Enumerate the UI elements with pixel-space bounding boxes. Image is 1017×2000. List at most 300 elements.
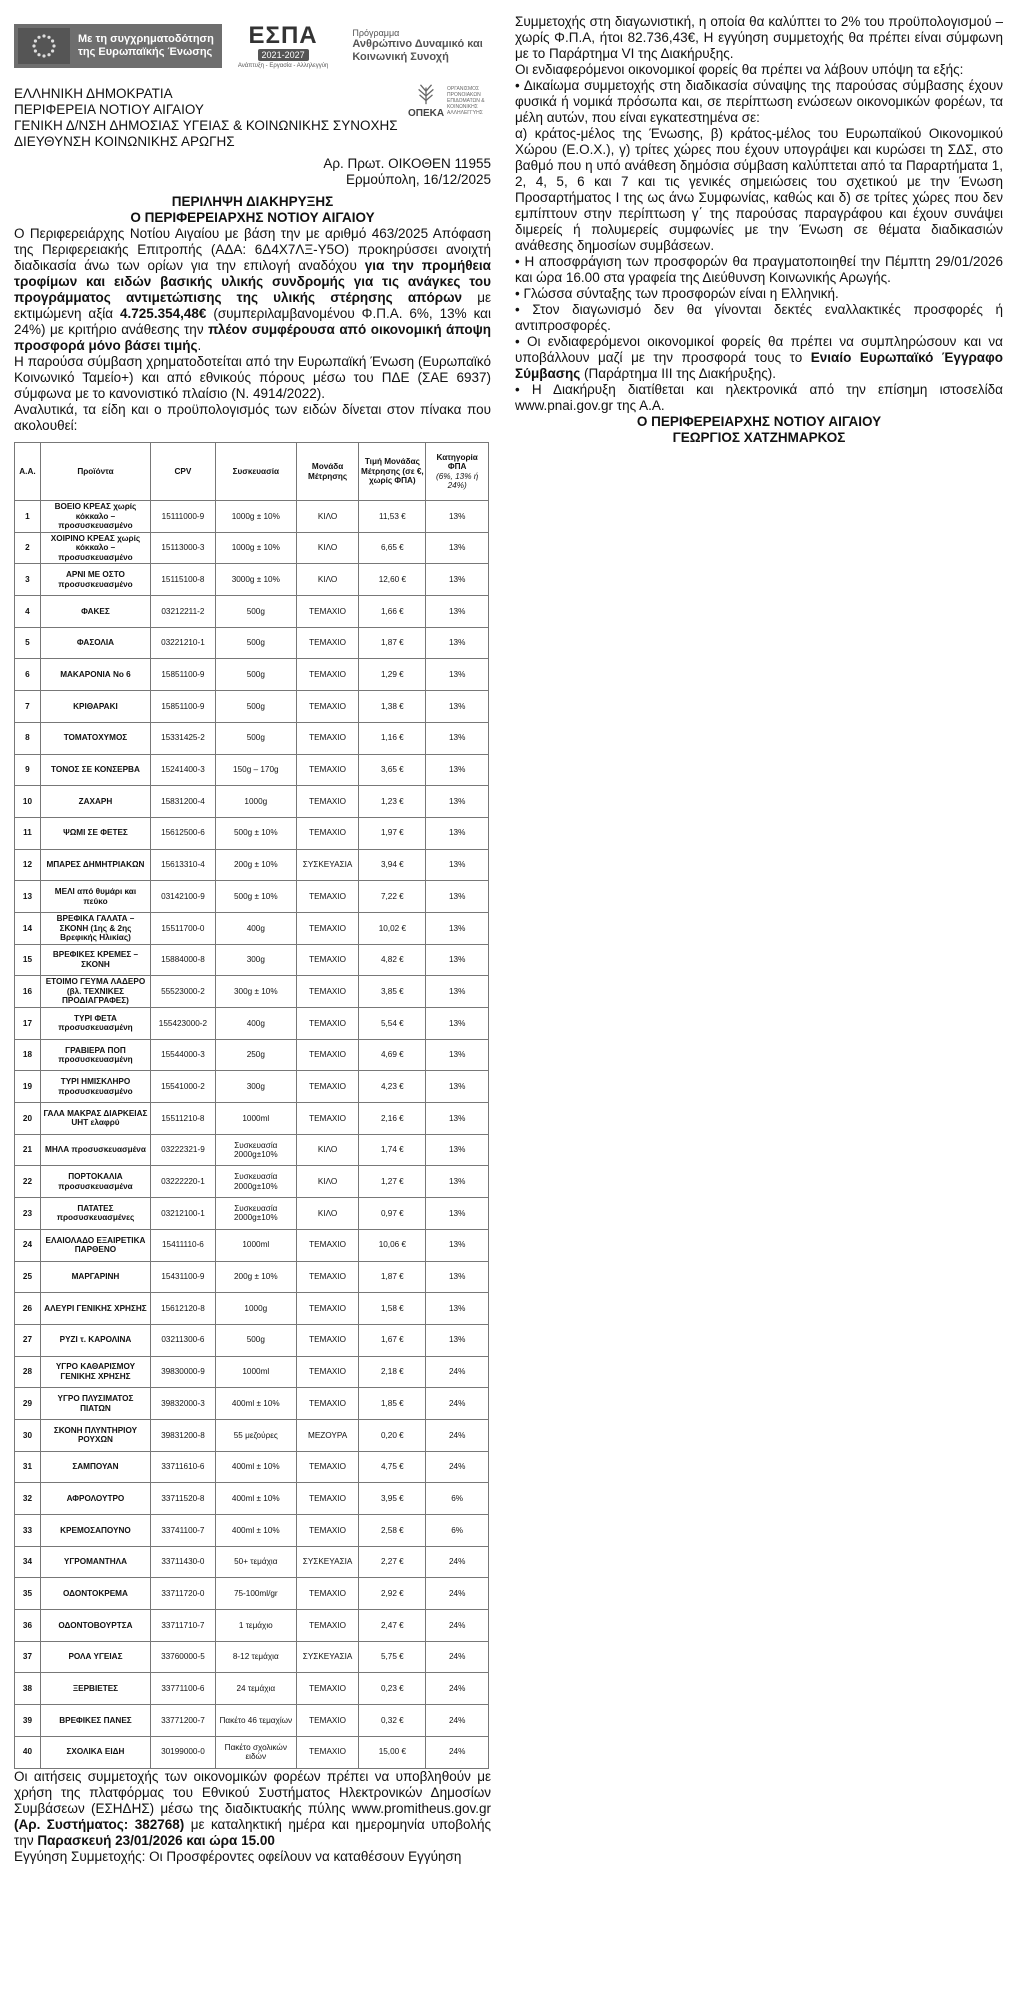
unit: ΤΕΜΑΧΙΟ xyxy=(296,1103,359,1135)
header-cell: Α.Α. xyxy=(15,443,41,501)
unit-price: 15,00 € xyxy=(359,1736,426,1768)
table-row xyxy=(15,1483,489,1515)
packaging: 300g xyxy=(215,1071,296,1103)
packaging: 500g xyxy=(215,596,296,628)
row-number: 11 xyxy=(15,817,41,849)
table-row xyxy=(15,1388,489,1420)
packaging: Πακέτο 46 τεμαχίων xyxy=(215,1705,296,1737)
packaging: 400ml ± 10% xyxy=(215,1451,296,1483)
product-name: ΧΟΙΡΙΝΟ ΚΡΕΑΣ χωρίς κόκκαλο – προσυσκευασμένο xyxy=(40,532,150,564)
product-name: ΠΑΤΑΤΕΣ προσυσκευασμένες xyxy=(40,1198,150,1230)
program-label: Πρόγραμμα xyxy=(352,28,400,38)
unit-price: 1,23 € xyxy=(359,786,426,818)
program-name-line: Ανθρώπινο Δυναμικό και xyxy=(352,38,483,50)
row-number: 33 xyxy=(15,1515,41,1547)
unit: ΚΙΛΟ xyxy=(296,501,359,533)
packaging: Συσκευασία 2000g±10% xyxy=(215,1134,296,1166)
left-column xyxy=(14,14,491,1865)
header-cell: CPV xyxy=(151,443,216,501)
deadline: Παρασκευή 23/01/2026 και ώρα 15.00 xyxy=(37,1832,275,1848)
table-row xyxy=(15,1071,489,1103)
unit-price: 1,29 € xyxy=(359,659,426,691)
vat-rate: 13% xyxy=(426,722,489,754)
cpv-code: 33771100-6 xyxy=(151,1673,216,1705)
cpv-code: 33711710-7 xyxy=(151,1610,216,1642)
products-table xyxy=(14,442,489,1769)
unit: ΤΕΜΑΧΙΟ xyxy=(296,1610,359,1642)
text-run: με εκτιμώμενη αξία xyxy=(14,290,491,321)
cpv-code: 39832000-3 xyxy=(151,1388,216,1420)
product-name: ΜΑΡΓΑΡΙΝΗ xyxy=(40,1261,150,1293)
row-number: 14 xyxy=(15,912,41,944)
text-run: (Παράρτημα III της Διακήρυξης). xyxy=(580,366,777,381)
product-name: ΞΕΡΒΙΕΤΕΣ xyxy=(40,1673,150,1705)
submission-info xyxy=(14,1769,491,1865)
product-name: ΒΟΕΙΟ ΚΡΕΑΣ χωρίς κόκκαλο – προσυσκευασμένο xyxy=(40,501,150,533)
table-row xyxy=(15,1356,489,1388)
product-name: ΑΦΡΟΛΟΥΤΡΟ xyxy=(40,1483,150,1515)
table-row xyxy=(15,1324,489,1356)
table-row xyxy=(15,912,489,944)
product-name: ΦΑΚΕΣ xyxy=(40,596,150,628)
packaging: 400ml ± 10% xyxy=(215,1515,296,1547)
intro-paragraph xyxy=(14,226,491,354)
unit-price: 4,23 € xyxy=(359,1071,426,1103)
opeka-emblem-icon xyxy=(411,82,441,106)
table-row xyxy=(15,1293,489,1325)
packaging: 1 τεμάχιο xyxy=(215,1610,296,1642)
unit-price: 1,16 € xyxy=(359,722,426,754)
vat-rate: 24% xyxy=(426,1673,489,1705)
header-cell-vat xyxy=(426,443,489,501)
cpv-code: 15241400-3 xyxy=(151,754,216,786)
table-row xyxy=(15,1546,489,1578)
table-row xyxy=(15,1134,489,1166)
vat-rate: 13% xyxy=(426,691,489,723)
unit: ΚΙΛΟ xyxy=(296,564,359,596)
product-name: ΤΟΝΟΣ ΣΕ ΚΟΝΣΕΡΒΑ xyxy=(40,754,150,786)
vat-rate: 13% xyxy=(426,1008,489,1040)
row-number: 32 xyxy=(15,1483,41,1515)
row-number: 17 xyxy=(15,1008,41,1040)
unit: ΤΕΜΑΧΙΟ xyxy=(296,976,359,1008)
row-number: 26 xyxy=(15,1293,41,1325)
packaging: 500g xyxy=(215,627,296,659)
vat-rate: 24% xyxy=(426,1736,489,1768)
table-row xyxy=(15,564,489,596)
opeka-name: ΟΠΕΚΑ xyxy=(407,108,445,119)
vat-rate: 13% xyxy=(426,1261,489,1293)
unit-price: 3,94 € xyxy=(359,849,426,881)
vat-rate: 13% xyxy=(426,532,489,564)
vat-rate: 13% xyxy=(426,976,489,1008)
table-row xyxy=(15,1229,489,1261)
packaging: 8-12 τεμάχια xyxy=(215,1641,296,1673)
table-row xyxy=(15,1103,489,1135)
packaging: Συσκευασία 2000g±10% xyxy=(215,1198,296,1230)
product-name: ΓΡΑΒΙΕΡΑ ΠΟΠ προσυσκευασμένη xyxy=(40,1039,150,1071)
row-number: 37 xyxy=(15,1641,41,1673)
row-number: 35 xyxy=(15,1578,41,1610)
unit: ΜΕΖΟΥΡΑ xyxy=(296,1419,359,1451)
table-row xyxy=(15,501,489,533)
system-number: (Αρ. Συστήματος: 382768) xyxy=(14,1816,185,1832)
espd-bullet xyxy=(515,334,1003,382)
vat-rate: 13% xyxy=(426,501,489,533)
row-number: 40 xyxy=(15,1736,41,1768)
table-row xyxy=(15,944,489,976)
row-number: 28 xyxy=(15,1356,41,1388)
unit-price: 11,53 € xyxy=(359,501,426,533)
product-name: ΠΟΡΤΟΚΑΛΙΑ προσυσκευασμένα xyxy=(40,1166,150,1198)
cpv-code: 15511210-8 xyxy=(151,1103,216,1135)
award-criterion: πλέον συμφέρουσα από οικονομική άποψη προσφορά μόνο βάσει τιμής xyxy=(14,322,491,353)
table-row xyxy=(15,1641,489,1673)
table-row xyxy=(15,1705,489,1737)
table-row xyxy=(15,1166,489,1198)
cpv-code: 15541000-2 xyxy=(151,1071,216,1103)
vat-rate: 24% xyxy=(426,1705,489,1737)
packaging: 400g xyxy=(215,1008,296,1040)
row-number: 29 xyxy=(15,1388,41,1420)
packaging: 500g xyxy=(215,722,296,754)
text-run: Οι αιτήσεις συμμετοχής των οικονομικών φορέων πρέπει να υποβληθούν με χρήση της πλατφόρμας του Εθνικού Συστήματος Ηλεκτρονικών Δημοσίων Συμβάσεων (ΕΣΗΔΗΣ) μέσω της διαδικτυακής πύλης www.promitheus.gov.gr xyxy=(14,1768,491,1816)
unit-price: 2,18 € xyxy=(359,1356,426,1388)
vat-rate: 13% xyxy=(426,1324,489,1356)
unit-price: 2,47 € xyxy=(359,1610,426,1642)
unit-price: 0,32 € xyxy=(359,1705,426,1737)
program-name-line: Κοινωνική Συνοχή xyxy=(352,51,449,63)
cpv-code: 15851100-9 xyxy=(151,691,216,723)
packaging: 1000ml xyxy=(215,1356,296,1388)
packaging: 55 μεζούρες xyxy=(215,1419,296,1451)
vat-rate: 13% xyxy=(426,881,489,913)
product-name: ΕΛΑΙΟΛΑΔΟ ΕΞΑΙΡΕΤΙΚΑ ΠΑΡΘΕΝΟ xyxy=(40,1229,150,1261)
unit: ΤΕΜΑΧΙΟ xyxy=(296,1039,359,1071)
row-number: 38 xyxy=(15,1673,41,1705)
unit: ΤΕΜΑΧΙΟ xyxy=(296,912,359,944)
program-logo xyxy=(352,28,482,64)
vat-rate: 24% xyxy=(426,1451,489,1483)
vat-rate: 13% xyxy=(426,817,489,849)
cpv-code: 33711430-0 xyxy=(151,1546,216,1578)
unit-price: 1,85 € xyxy=(359,1388,426,1420)
unit: ΤΕΜΑΧΙΟ xyxy=(296,786,359,818)
eu-text-line: Με τη συγχρηματοδότηση xyxy=(78,33,214,45)
packaging: 1000ml xyxy=(215,1229,296,1261)
row-number: 5 xyxy=(15,627,41,659)
cpv-code: 03221210-1 xyxy=(151,627,216,659)
header-cell: Μονάδα Μέτρησης xyxy=(296,443,359,501)
espa-years: 2021-2027 xyxy=(258,49,309,61)
cpv-code: 03212211-2 xyxy=(151,596,216,628)
guarantee-continued: Συμμετοχής στη διαγωνιστική, η οποία θα καλύπτει το 2% του προϋπολογισμού – χωρίς Φ.Π.Α, ήτοι 82.736,43€, Η εγγύηση συμμετοχής θα πρέπει είναι σύμφωνη με το Παράρτημα VI της Διακήρυξης. xyxy=(515,14,1003,61)
cpv-code: 33771200-7 xyxy=(151,1705,216,1737)
vat-rate: 13% xyxy=(426,944,489,976)
cpv-code: 33711610-6 xyxy=(151,1451,216,1483)
product-name: ΜΕΛΙ από θυμάρι και πεύκο xyxy=(40,881,150,913)
row-number: 34 xyxy=(15,1546,41,1578)
packaging: 400ml ± 10% xyxy=(215,1483,296,1515)
table-body xyxy=(15,501,489,1769)
row-number: 6 xyxy=(15,659,41,691)
header-cell: Συσκευασία xyxy=(215,443,296,501)
cpv-code: 15331425-2 xyxy=(151,722,216,754)
vat-rate: 13% xyxy=(426,627,489,659)
unit-price: 7,22 € xyxy=(359,881,426,913)
product-name: ΣΧΟΛΙΚΑ ΕΙΔΗ xyxy=(40,1736,150,1768)
funding-paragraph: Η παρούσα σύμβαση χρηματοδοτείται από την Ευρωπαϊκή Ένωση (Ευρωπαϊκό Κοινωνικό Ταμείο+) και από εθνικούς πόρους μέσω του ΠΔΕ (ΣΑΕ 6937) σύμφωνα με το κανονιστικό πλαίσιο (Ν. 4914/2022). xyxy=(14,354,491,401)
vat-rate: 6% xyxy=(426,1483,489,1515)
table-row xyxy=(15,1198,489,1230)
unit: ΣΥΣΚΕΥΑΣΙΑ xyxy=(296,1546,359,1578)
unit: ΤΕΜΑΧΙΟ xyxy=(296,944,359,976)
estimated-value: 4.725.354,48€ xyxy=(120,306,207,321)
signatory-title: Ο ΠΕΡΙΦΕΡΕΙΑΡΧΗΣ ΝΟΤΙΟΥ ΑΙΓΑΙΟΥ xyxy=(636,414,882,429)
text-run: Ο Περιφερειάρχης Νοτίου Αιγαίου με βάση την με αριθμό 463/2025 Απόφαση της Περιφερειακής Επιτροπής (ΑΔΑ: 6Δ4Χ7ΛΞ-Υ5Ο) προκηρύσσει ανοιχτή διαδικασία άνω των ορίων για την επιλογή αναδόχου xyxy=(14,226,491,273)
product-name: ΚΡΕΜΟΣΑΠΟΥΝΟ xyxy=(40,1515,150,1547)
cpv-code: 39831200-8 xyxy=(151,1419,216,1451)
eu-flag-icon xyxy=(18,28,70,64)
unit: ΤΕΜΑΧΙΟ xyxy=(296,1229,359,1261)
header-cell: Προϊόντα xyxy=(40,443,150,501)
table-row xyxy=(15,1451,489,1483)
vat-rate: 13% xyxy=(426,1134,489,1166)
unit-price: 1,66 € xyxy=(359,596,426,628)
unit: ΚΙΛΟ xyxy=(296,532,359,564)
row-number: 21 xyxy=(15,1134,41,1166)
logo-bar xyxy=(14,14,491,78)
product-name: ΜΑΚΑΡΟΝΙΑ Νο 6 xyxy=(40,659,150,691)
row-number: 1 xyxy=(15,501,41,533)
cpv-code: 33711520-8 xyxy=(151,1483,216,1515)
cpv-code: 15511700-0 xyxy=(151,912,216,944)
cpv-code: 03142100-9 xyxy=(151,881,216,913)
table-row xyxy=(15,1261,489,1293)
product-name: ΟΔΟΝΤΟΚΡΕΜΑ xyxy=(40,1578,150,1610)
vat-rate: 24% xyxy=(426,1610,489,1642)
eligibility-detail: α) κράτος-μέλος της Ένωσης, β) κράτος-μέλος του Ευρωπαϊκού Οικονομικού Χώρου (Ε.Ο.Χ.), γ) τρίτες χώρες που έχουν υπογράψει και κυρώσει τη ΣΔΣ, στο βαθμό που η υπό ανάθεση δημόσια σύμβαση καλύπτεται από τα Παραρτήματα 1, 2, 4, 5, 6 και 7 και τις γενικές σημειώσεις του σχετικού με την Ένωση Προσαρτήματος I της ως άνω Συμφωνίας, καθώς και δ) σε τρίτες χώρες που δεν εμπίπτουν στην περίπτωση γ΄ της παρούσας παραγράφου και έχουν συνάψει διμερείς ή πολυμερείς συμφωνίες με την Ένωση σε θέματα διαδικασιών ανάθεσης δημοσίων συμβάσεων. xyxy=(515,126,1003,253)
product-name: ΥΓΡΟ ΠΛΥΣΙΜΑΤΟΣ ΠΙΑΤΩΝ xyxy=(40,1388,150,1420)
language-bullet: • Γλώσσα σύνταξης των προσφορών είναι η Ελληνική. xyxy=(515,286,839,301)
header-text: Κατηγορία ΦΠΑ xyxy=(436,452,478,471)
unit-price: 2,16 € xyxy=(359,1103,426,1135)
product-name: ΕΤΟΙΜΟ ΓΕΥΜΑ ΛΑΔΕΡΟ (βλ. ΤΕΧΝΙΚΕΣ ΠΡΟΔΙΑΓΡΑΦΕΣ) xyxy=(40,976,150,1008)
row-number: 12 xyxy=(15,849,41,881)
unit: ΤΕΜΑΧΙΟ xyxy=(296,596,359,628)
cpv-code: 155423000-2 xyxy=(151,1008,216,1040)
unit: ΤΕΜΑΧΙΟ xyxy=(296,722,359,754)
packaging: 1000ml xyxy=(215,1103,296,1135)
table-row xyxy=(15,627,489,659)
text-run: με καταληκτική ημέρα και ημερομηνία υποβολής την xyxy=(14,1816,491,1848)
product-name: ΤΟΜΑΤΟΧΥΜΟΣ xyxy=(40,722,150,754)
unit: ΤΕΜΑΧΙΟ xyxy=(296,1705,359,1737)
cpv-code: 15115100-8 xyxy=(151,564,216,596)
product-name: ΣΑΜΠΟΥΑΝ xyxy=(40,1451,150,1483)
cpv-code: 03212100-1 xyxy=(151,1198,216,1230)
vat-rate: 24% xyxy=(426,1546,489,1578)
unit-price: 6,65 € xyxy=(359,532,426,564)
packaging: 500g ± 10% xyxy=(215,817,296,849)
unit-price: 2,92 € xyxy=(359,1578,426,1610)
packaging: 400ml ± 10% xyxy=(215,1388,296,1420)
website-bullet: • Η Διακήρυξη διατίθεται και ηλεκτρονικά από την επίσημη ιστοσελίδα www.pnai.gov.gr της Α.Α. xyxy=(515,382,1003,413)
unit: ΤΕΜΑΧΙΟ xyxy=(296,1388,359,1420)
cpv-code: 15613310-4 xyxy=(151,849,216,881)
issuing-authority xyxy=(14,86,491,150)
unit: ΤΕΜΑΧΙΟ xyxy=(296,881,359,913)
cpv-code: 03222220-1 xyxy=(151,1166,216,1198)
vat-rate: 13% xyxy=(426,912,489,944)
packaging: 1000g ± 10% xyxy=(215,501,296,533)
cpv-code: 15113000-3 xyxy=(151,532,216,564)
row-number: 4 xyxy=(15,596,41,628)
unit-price: 3,65 € xyxy=(359,754,426,786)
protocol-number: Αρ. Πρωτ. ΟΙΚΟΘΕΝ 11955 xyxy=(323,156,491,171)
product-name: ΚΡΙΘΑΡΑΚΙ xyxy=(40,691,150,723)
unit-price: 0,20 € xyxy=(359,1419,426,1451)
signatory-name: ΓΕΩΡΓΙΟΣ ΧΑΤΖΗΜΑΡΚΟΣ xyxy=(672,430,846,445)
product-name: ΥΓΡΟΜΑΝΤΗΛΑ xyxy=(40,1546,150,1578)
unit: ΚΙΛΟ xyxy=(296,1134,359,1166)
table-row xyxy=(15,976,489,1008)
packaging: 400g xyxy=(215,912,296,944)
espa-wordmark: ΕΣΠΑ xyxy=(248,21,318,49)
packaging: 3000g ± 10% xyxy=(215,564,296,596)
row-number: 2 xyxy=(15,532,41,564)
cpv-code: 15111000-9 xyxy=(151,501,216,533)
opeka-description: ΟΡΓΑΝΙΣΜΟΣ ΠΡΟΝΟΙΑΚΩΝ ΕΠΙΔΟΜΑΤΩΝ & ΚΟΙΝΩΝΙΚΗΣ ΑΛΛΗΛΕΓΓΥΗΣ xyxy=(447,86,485,116)
authority-line: ΔΙΕΥΘΥΝΣΗ ΚΟΙΝΩΝΙΚΗΣ ΑΡΩΓΗΣ xyxy=(14,134,235,149)
table-row xyxy=(15,722,489,754)
text-run: (συμπεριλαμβανομένου Φ.Π.Α. 6%, 13% και 24%) με κριτήριο ανάθεσης την xyxy=(14,306,491,337)
table-row xyxy=(15,532,489,564)
vat-rate: 13% xyxy=(426,786,489,818)
product-name: ΟΔΟΝΤΟΒΟΥΡΤΣΑ xyxy=(40,1610,150,1642)
row-number: 27 xyxy=(15,1324,41,1356)
row-number: 15 xyxy=(15,944,41,976)
cpv-code: 33760000-5 xyxy=(151,1641,216,1673)
row-number: 19 xyxy=(15,1071,41,1103)
unit: ΤΕΜΑΧΙΟ xyxy=(296,1673,359,1705)
unit: ΣΥΣΚΕΥΑΣΙΑ xyxy=(296,1641,359,1673)
unit-price: 12,60 € xyxy=(359,564,426,596)
unit: ΤΕΜΑΧΙΟ xyxy=(296,1451,359,1483)
row-number: 23 xyxy=(15,1198,41,1230)
cpv-code: 39830000-9 xyxy=(151,1356,216,1388)
packaging: 300g xyxy=(215,944,296,976)
product-name: ΨΩΜΙ ΣΕ ΦΕΤΕΣ xyxy=(40,817,150,849)
product-name: ΑΛΕΥΡΙ ΓΕΝΙΚΗΣ ΧΡΗΣΗΣ xyxy=(40,1293,150,1325)
vat-rate: 24% xyxy=(426,1388,489,1420)
product-name: ΜΠΑΡΕΣ ΔΗΜΗΤΡΙΑΚΩΝ xyxy=(40,849,150,881)
cpv-code: 15851100-9 xyxy=(151,659,216,691)
espa-logo xyxy=(237,21,329,69)
vat-rate: 24% xyxy=(426,1578,489,1610)
cpv-code: 15831200-4 xyxy=(151,786,216,818)
cpv-code: 55523000-2 xyxy=(151,976,216,1008)
guarantee-paragraph: Εγγύηση Συμμετοχής: Οι Προσφέροντες οφείλουν να καταθέσουν Εγγύηση xyxy=(14,1848,462,1864)
row-number: 9 xyxy=(15,754,41,786)
vat-rate: 13% xyxy=(426,596,489,628)
unit: ΤΕΜΑΧΙΟ xyxy=(296,1324,359,1356)
unit-price: 0,23 € xyxy=(359,1673,426,1705)
table-row xyxy=(15,786,489,818)
row-number: 31 xyxy=(15,1451,41,1483)
right-column xyxy=(515,14,1003,446)
packaging: 75-100ml/gr xyxy=(215,1578,296,1610)
vat-rate: 13% xyxy=(426,754,489,786)
notes-intro: Οι ενδιαφερόμενοι οικονομικοί φορείς θα πρέπει να λάβουν υπόψη τα εξής: xyxy=(515,62,964,77)
unit-price: 1,74 € xyxy=(359,1134,426,1166)
row-number: 3 xyxy=(15,564,41,596)
unit: ΤΕΜΑΧΙΟ xyxy=(296,1515,359,1547)
unit: ΤΕΜΑΧΙΟ xyxy=(296,1578,359,1610)
packaging: 500g xyxy=(215,659,296,691)
product-name: ΓΑΛΑ ΜΑΚΡΑΣ ΔΙΑΡΚΕΙΑΣ UHT ελαφρύ xyxy=(40,1103,150,1135)
packaging: 250g xyxy=(215,1039,296,1071)
table-header-row xyxy=(15,443,489,501)
row-number: 16 xyxy=(15,976,41,1008)
place-date: Ερμούπολη, 16/12/2025 xyxy=(345,172,491,187)
unit: ΤΕΜΑΧΙΟ xyxy=(296,1483,359,1515)
vat-rate: 13% xyxy=(426,1293,489,1325)
product-name: ΖΑΧΑΡΗ xyxy=(40,786,150,818)
eu-text-line: της Ευρωπαϊκής Ένωσης xyxy=(78,46,213,58)
table-row xyxy=(15,691,489,723)
authority-line: ΠΕΡΙΦΕΡΕΙΑ ΝΟΤΙΟΥ ΑΙΓΑΙΟΥ xyxy=(14,102,204,117)
bold-run: για την προμήθεια τροφίμων και ειδών βασικής υλικής συνδρομής για τις ανάγκες του προγράμματος αντιμετώπισης της υλικής στέρησης απόρων xyxy=(14,258,491,305)
unit: ΤΕΜΑΧΙΟ xyxy=(296,1356,359,1388)
vat-rate: 13% xyxy=(426,1198,489,1230)
cpv-code: 15612500-6 xyxy=(151,817,216,849)
product-name: ΣΚΟΝΗ ΠΛΥΝΤΗΡΙΟΥ ΡΟΥΧΩΝ xyxy=(40,1419,150,1451)
header-cell: Τιμή Μονάδας Μέτρησης (σε €, χωρίς ΦΠΑ) xyxy=(359,443,426,501)
vat-rate: 13% xyxy=(426,1166,489,1198)
row-number: 25 xyxy=(15,1261,41,1293)
table-row xyxy=(15,817,489,849)
product-name: ΑΡΝΙ ΜΕ ΟΣΤΟ προσυσκευασμένο xyxy=(40,564,150,596)
row-number: 10 xyxy=(15,786,41,818)
table-row xyxy=(15,1039,489,1071)
table-row xyxy=(15,1578,489,1610)
packaging: 1000g xyxy=(215,786,296,818)
unit-price: 1,38 € xyxy=(359,691,426,723)
table-intro-paragraph: Αναλυτικά, τα είδη και ο προϋπολογισμός των ειδών δίνεται στον πίνακα που ακολουθεί: xyxy=(14,402,491,433)
packaging: 1000g ± 10% xyxy=(215,532,296,564)
cpv-code: 15544000-3 xyxy=(151,1039,216,1071)
packaging: 200g ± 10% xyxy=(215,1261,296,1293)
product-name: ΡΥΖΙ τ. ΚΑΡΟΛΙΝΑ xyxy=(40,1324,150,1356)
product-name: ΥΓΡΟ ΚΑΘΑΡΙΣΜΟΥ ΓΕΝΙΚΗΣ ΧΡΗΣΗΣ xyxy=(40,1356,150,1388)
title-line: Ο ΠΕΡΙΦΕΡΕΙΑΡΧΗΣ ΝΟΤΙΟΥ ΑΙΓΑΙΟΥ xyxy=(130,210,375,225)
product-name: ΒΡΕΦΙΚΑ ΓΑΛΑΤΑ – ΣΚΟΝΗ (1ης & 2ης Βρεφικής Ηλικίας) xyxy=(40,912,150,944)
packaging: 300g ± 10% xyxy=(215,976,296,1008)
authority-line: ΕΛΛΗΝΙΚΗ ΔΗΜΟΚΡΑΤΙΑ xyxy=(14,86,173,101)
espa-subtitle: Ανάπτυξη - Εργασία - Αλληλεγγύη xyxy=(237,62,329,69)
unit-price: 5,54 € xyxy=(359,1008,426,1040)
cpv-code: 15884000-8 xyxy=(151,944,216,976)
unit-price: 10,02 € xyxy=(359,912,426,944)
cpv-code: 03211300-6 xyxy=(151,1324,216,1356)
espd-name: Ενιαίο Ευρωπαϊκό Έγγραφο Σύμβασης xyxy=(515,350,1004,381)
unit: ΤΕΜΑΧΙΟ xyxy=(296,1261,359,1293)
vat-rate: 13% xyxy=(426,849,489,881)
table-row xyxy=(15,1736,489,1768)
vat-rate: 13% xyxy=(426,659,489,691)
unit: ΤΕΜΑΧΙΟ xyxy=(296,1071,359,1103)
